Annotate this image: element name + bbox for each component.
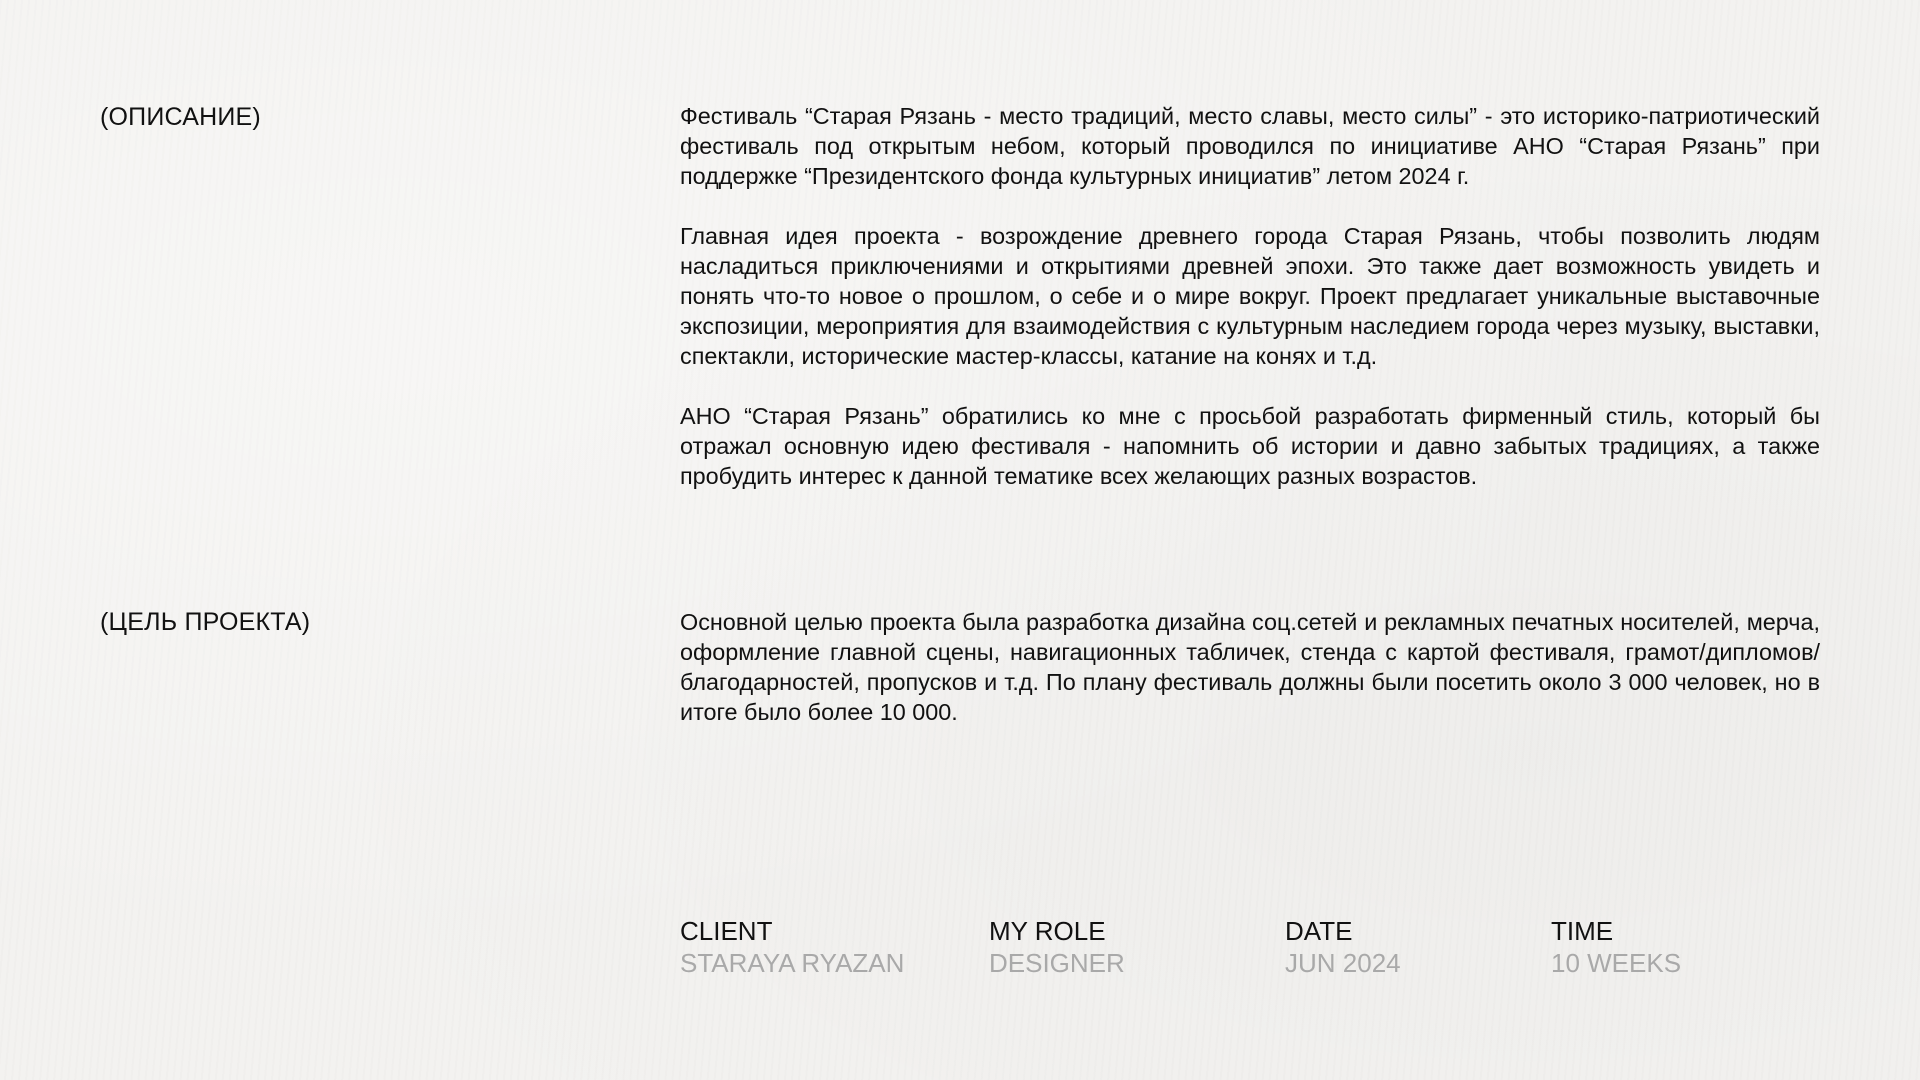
description-paragraph-1: Фестиваль “Старая Рязань - место традиций, место славы, место силы” - это историко-патриотический фестиваль под открытым небом, который проводился по инициативе АНО “Старая Рязань” при поддержке “Президентского фонда культурных инициатив” летом 2024 г. [680, 103, 1820, 189]
description-paragraph-3: АНО “Старая Рязань” обратились ко мне с просьбой разработать фирменный стиль, который бы отражал основную идею фестиваля - напомнить об истории и давно забытых традициях, а также пробудить интерес к данной тематике всех желающих разных возрастов. [680, 403, 1820, 489]
meta-time-value: 10 WEEKS [1551, 948, 1682, 978]
meta-time [1551, 915, 1681, 979]
goal-heading: (ЦЕЛЬ ПРОЕКТА) [100, 608, 311, 636]
meta-date-value: JUN 2024 [1285, 948, 1401, 978]
meta-time-label: TIME [1551, 916, 1614, 946]
meta-role [989, 915, 1125, 979]
description-heading: (ОПИСАНИЕ) [100, 103, 261, 131]
description-text-block [680, 101, 1820, 491]
description-paragraph-2: Главная идея проекта - возрождение древнего города Старая Рязань, чтобы позволить людям насладиться приключениями и открытиями древней эпохи. Это также дает возможность увидеть и понять что-то новое о прошлом, о себе и о мире вокруг. Проект предлагает уникальные выставочные экспозиции, мероприятия для взаимодействия с культурным наследием города через музыку, выставки, спектакли, исторические мастер-классы, катание на конях и т.д. [680, 223, 1820, 369]
meta-date [1285, 915, 1401, 979]
meta-role-value: DESIGNER [989, 948, 1125, 978]
goal-text-block [680, 607, 1820, 727]
meta-role-label: MY ROLE [989, 916, 1106, 946]
goal-paragraph-1: Основной целью проекта была разработка дизайна соц.сетей и рекламных печатных носителей, мерча, оформление главной сцены, навигационных табличек, стенда с картой фестиваля, грамот/дипломов/благодарностей, пропусков и т.д. По плану фестиваль должны были посетить около 3 000 человек, но в итоге было более 10 000. [680, 609, 1820, 725]
meta-client [680, 915, 904, 979]
meta-client-label: CLIENT [680, 916, 773, 946]
meta-client-value: STARAYA RYAZAN [680, 948, 905, 978]
meta-date-label: DATE [1285, 916, 1353, 946]
